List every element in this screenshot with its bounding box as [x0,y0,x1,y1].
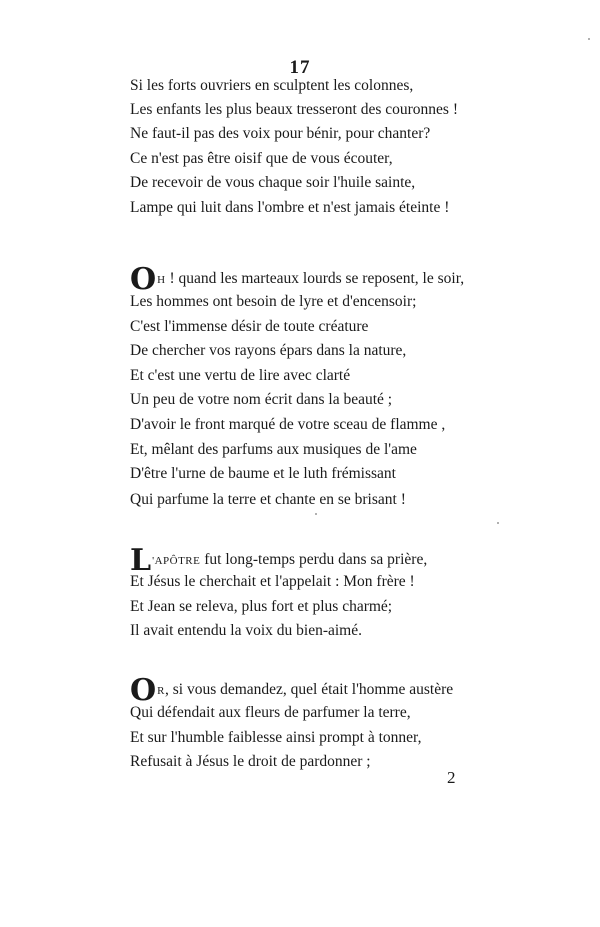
smallcaps-word: R [157,685,165,697]
scan-speck [315,513,317,515]
verse-line-first [130,262,465,297]
drop-cap-initial: O [130,262,157,297]
smallcaps-word: 'APÔTRE [152,555,201,567]
verse-line-rest: fut long-temps perdu dans sa prière, [200,551,428,568]
verse-line: De recevoir de vous chaque soir l'huile sainte, [130,174,416,191]
drop-cap-initial: O [130,673,157,708]
verse-line: Qui parfume la terre et chante en se brisant ! [130,491,406,508]
verse-line-first [130,543,428,578]
verse-line: Et Jean se releva, plus fort et plus charmé; [130,598,393,615]
verse-line: Les enfants les plus beaux tresseront des couronnes ! [130,101,458,118]
verse-line: Les hommes ont besoin de lyre et d'encensoir; [130,293,417,310]
verse-line: D'être l'urne de baume et le luth frémissant [130,465,396,482]
page-number: 17 [289,57,311,78]
drop-cap-initial: L [130,543,152,578]
verse-line-rest: , si vous demandez, quel était l'homme austère [164,681,454,698]
scan-speck [497,522,499,524]
signature-mark: 2 [447,768,456,787]
verse-line-rest: ! quand les marteaux lourds se reposent, le soir, [165,270,465,287]
verse-line: Et sur l'humble faiblesse ainsi prompt à tonner, [130,729,422,746]
verse-line: Et Jésus le cherchait et l'appelait : Mon frère ! [130,573,415,590]
verse-line: D'avoir le front marqué de votre sceau de flamme , [130,416,446,433]
smallcaps-word: H [157,274,166,286]
verse-line: C'est l'immense désir de toute créature [130,318,369,335]
verse-line: Et, mêlant des parfums aux musiques de l'ame [130,441,417,458]
verse-line: Si les forts ouvriers en sculptent les colonnes, [130,77,414,94]
verse-line: De chercher vos rayons épars dans la nature, [130,342,407,359]
verse-line: Lampe qui luit dans l'ombre et n'est jamais éteinte ! [130,199,450,216]
verse-line: Ce n'est pas être oisif que de vous écouter, [130,150,393,167]
verse-line: Qui défendait aux fleurs de parfumer la terre, [130,704,411,721]
verse-line: Il avait entendu la voix du bien-aimé. [130,622,362,639]
verse-line: Refusait à Jésus le droit de pardonner ; [130,753,371,770]
verse-line: Ne faut-il pas des voix pour bénir, pour chanter? [130,125,431,142]
scan-speck [588,38,590,40]
verse-line: Et c'est une vertu de lire avec clarté [130,367,351,384]
verse-line: Un peu de votre nom écrit dans la beauté ; [130,391,393,408]
verse-line-first [130,673,454,708]
